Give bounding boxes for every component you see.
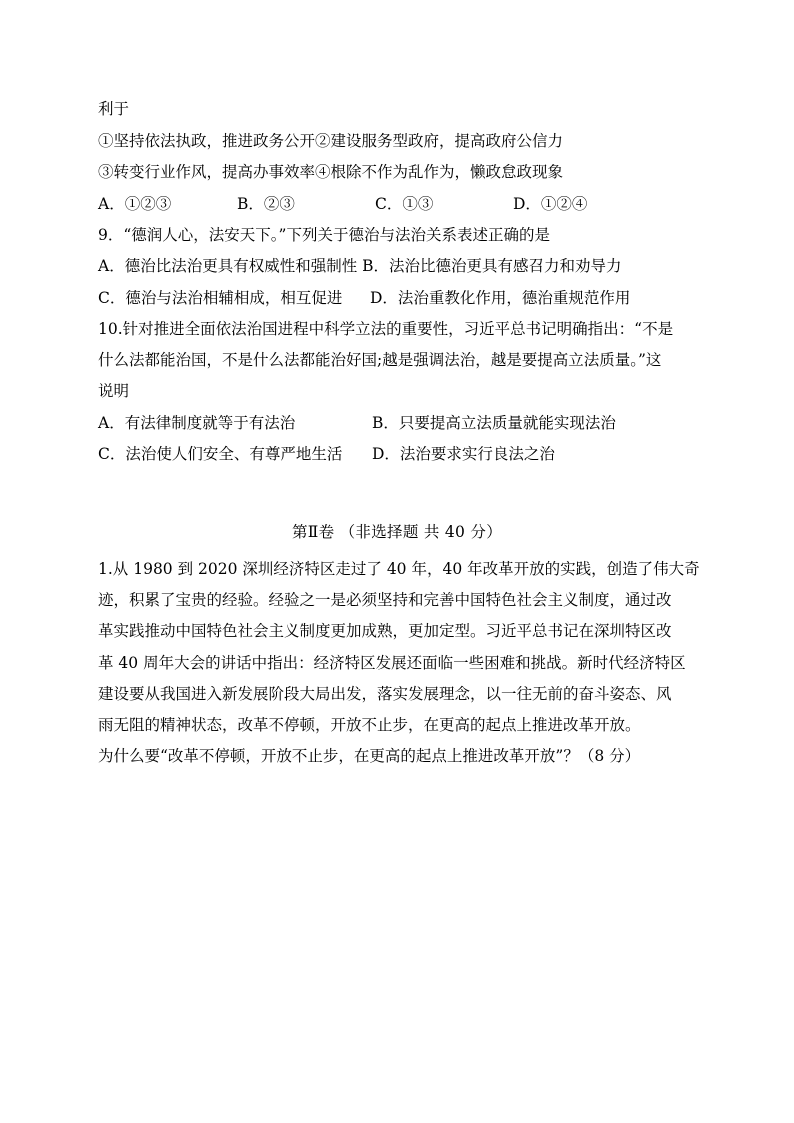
q10-option-a: A．有法律制度就等于有法治 — [98, 414, 296, 432]
q10-option-b: B．只要提高立法质量就能实现法治 — [372, 414, 616, 432]
q8-option-a: A．①②③ — [98, 195, 172, 213]
q10-option-c: C．法治使人们安全、有尊严地生活 — [98, 445, 343, 463]
essay-1-question: 为什么要“改革不停顿，开放不止步，在更高的起点上推进改革开放”？（8 分） — [98, 747, 641, 765]
essay-1-line-5: 建设要从我国进入新发展阶段大局出发，落实发展理念，以一往无前的奋斗姿态、风 — [98, 685, 672, 703]
q9-option-c: C．德治与法治相辅相成，相互促进 — [98, 289, 343, 307]
essay-1-line-4: 革 40 周年大会的讲话中指出：经济特区发展还面临一些困难和挑战。新时代经济特区 — [98, 654, 686, 672]
essay-1-line-2: 迹，积累了宝贵的经验。经验之一是必须坚持和完善中国特色社会主义制度，通过改 — [98, 591, 672, 609]
q10-stem-line-3: 说明 — [98, 382, 130, 400]
q8-option-d: D．①②④ — [513, 195, 588, 213]
section-2-title: 第Ⅱ卷 （非选择题 共 40 分） — [291, 523, 503, 541]
essay-1-line-6: 雨无阻的精神状态，改革不停顿，开放不止步，在更高的起点上推进改革开放。 — [98, 716, 641, 734]
q10-stem-line-2: 什么法都能治国，不是什么法都能治好国;越是强调法治，越是要提高立法质量。”这 — [98, 351, 662, 369]
q10-stem-line-1: 10.针对推进全面依法治国进程中科学立法的重要性，习近平总书记明确指出：“不是 — [98, 320, 674, 338]
q9-stem: 9．“德润人心，法安天下。”下列关于德治与法治关系表述正确的是 — [98, 226, 550, 244]
essay-1-line-1: 1.从 1980 到 2020 深圳经济特区走过了 40 年，40 年改革开放的实践，创造了伟大奇 — [98, 560, 700, 578]
q8-statement-1-2: ①坚持依法执政，推进政务公开②建设服务型政府，提高政府公信力 — [98, 132, 564, 150]
q8-stem-continuation: 利于 — [98, 100, 130, 118]
q8-option-b: B．②③ — [237, 195, 295, 213]
q8-statement-3-4: ③转变行业作风，提高办事效率④根除不作为乱作为，懒政怠政现象 — [98, 163, 564, 181]
q8-option-c: C．①③ — [375, 195, 434, 213]
q9-options-a-b: A．德治比法治更具有权威性和强制性 B．法治比德治更具有感召力和劝导力 — [98, 257, 622, 275]
essay-1-line-3: 革实践推动中国特色社会主义制度更加成熟，更加定型。习近平总书记在深圳特区改 — [98, 622, 672, 640]
q10-option-d: D．法治要求实行良法之治 — [372, 445, 555, 463]
q9-option-d: D．法治重教化作用，德治重规范作用 — [370, 289, 631, 307]
